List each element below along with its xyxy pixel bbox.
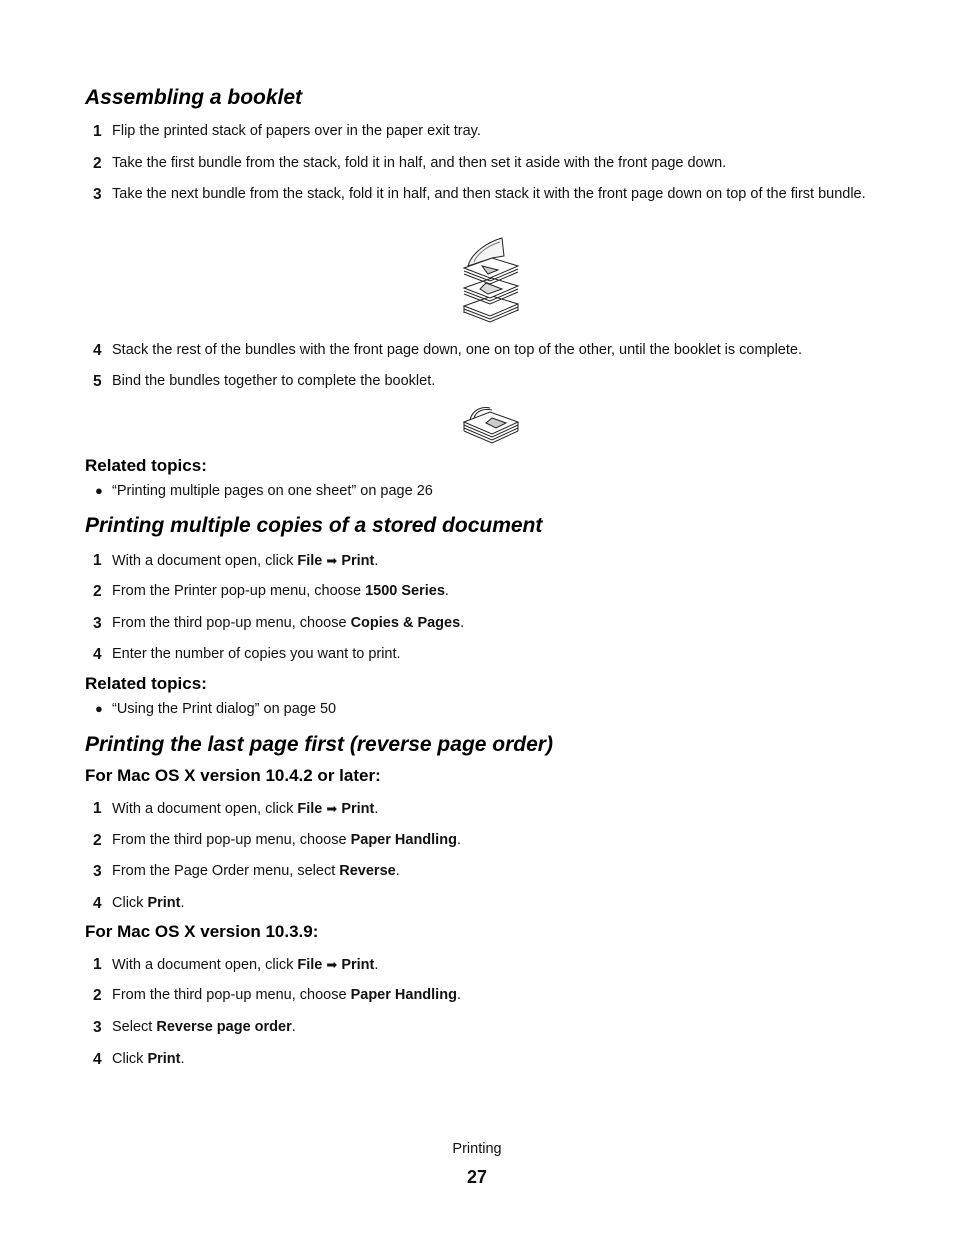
step-number: 5: [93, 373, 102, 390]
bullet-icon: ●: [95, 701, 103, 716]
step-item: [85, 614, 875, 633]
section-title-booklet: Assembling a booklet: [85, 86, 303, 109]
step-item: [85, 551, 875, 571]
step-text: Bind the bundles together to complete the booklet.: [112, 373, 436, 389]
step-text: Enter the number of copies you want to print.: [112, 646, 401, 662]
step-item: [85, 154, 875, 173]
subheading-mac-1039: For Mac OS X version 10.3.9:: [85, 922, 319, 941]
related-topics-heading: Related topics:: [85, 674, 207, 693]
related-topic-text[interactable]: “Using the Print dialog” on page 50: [112, 701, 337, 717]
step-number: 1: [93, 956, 102, 973]
step-text: From the Page Order menu, select Reverse.: [112, 863, 400, 879]
related-topics-heading: Related topics:: [85, 456, 207, 475]
step-item: [85, 831, 875, 850]
step-number: 1: [93, 800, 102, 817]
step-text: From the third pop-up menu, choose Copies & Pages.: [112, 615, 465, 631]
step-number: 2: [93, 583, 102, 600]
related-topic-link[interactable]: [95, 481, 433, 501]
step-number: 4: [93, 1051, 102, 1068]
step-item: [85, 341, 875, 360]
step-number: 4: [93, 895, 102, 912]
step-text: From the third pop-up menu, choose Paper Handling.: [112, 832, 461, 848]
step-item: [85, 185, 875, 204]
step-number: 4: [93, 342, 102, 359]
related-topic-text[interactable]: “Printing multiple pages on one sheet” on page 26: [112, 483, 433, 499]
step-item: [85, 986, 875, 1005]
step-text: Take the next bundle from the stack, fold it in half, and then stack it with the front page down on top of the first bundle.: [112, 186, 866, 202]
step-text: Take the first bundle from the stack, fold it in half, and then set it aside with the front page down.: [112, 155, 727, 171]
subheading-mac-1042: For Mac OS X version 10.4.2 or later:: [85, 766, 381, 785]
step-item: [85, 799, 875, 819]
step-number: 2: [93, 155, 102, 172]
step-text: With a document open, click File ➡ Print.: [112, 957, 379, 973]
page-number: 27: [466, 1167, 488, 1187]
step-number: 2: [93, 987, 102, 1004]
step-text: Click Print.: [112, 895, 185, 911]
step-number: 3: [93, 1019, 102, 1036]
step-text: Stack the rest of the bundles with the front page down, one on top of the other, until the booklet is complete.: [112, 342, 802, 358]
step-item: [85, 122, 875, 141]
bound-booklet-illustration: [460, 404, 522, 444]
step-item: [85, 862, 875, 881]
step-number: 3: [93, 186, 102, 203]
step-text: Flip the printed stack of papers over in the paper exit tray.: [112, 123, 481, 139]
step-text: With a document open, click File ➡ Print.: [112, 553, 379, 569]
arrow-right-icon: ➡: [326, 801, 338, 816]
section-title-copies: Printing multiple copies of a stored document: [85, 514, 543, 537]
step-number: 3: [93, 863, 102, 880]
step-item: [85, 894, 875, 913]
arrow-right-icon: ➡: [326, 553, 338, 568]
step-item: [85, 955, 875, 975]
step-item: [85, 1050, 875, 1069]
step-item: [85, 582, 875, 601]
step-text: Click Print.: [112, 1051, 185, 1067]
step-item: [85, 1018, 875, 1037]
step-number: 3: [93, 615, 102, 632]
step-item: [85, 372, 875, 391]
step-number: 1: [93, 552, 102, 569]
step-text: With a document open, click File ➡ Print.: [112, 801, 379, 817]
stacked-bundles-illustration: [458, 236, 524, 324]
arrow-right-icon: ➡: [326, 957, 338, 972]
related-topic-link[interactable]: [95, 699, 336, 719]
step-number: 1: [93, 123, 102, 140]
step-number: 2: [93, 832, 102, 849]
footer-section-label: Printing: [452, 1141, 502, 1157]
bullet-icon: ●: [95, 483, 103, 498]
step-number: 4: [93, 646, 102, 663]
step-text: From the Printer pop-up menu, choose 1500 Series.: [112, 583, 449, 599]
section-title-reverse: Printing the last page first (reverse page order): [85, 733, 553, 756]
step-text: Select Reverse page order.: [112, 1019, 296, 1035]
step-text: From the third pop-up menu, choose Paper Handling.: [112, 987, 461, 1003]
step-item: [85, 645, 875, 664]
